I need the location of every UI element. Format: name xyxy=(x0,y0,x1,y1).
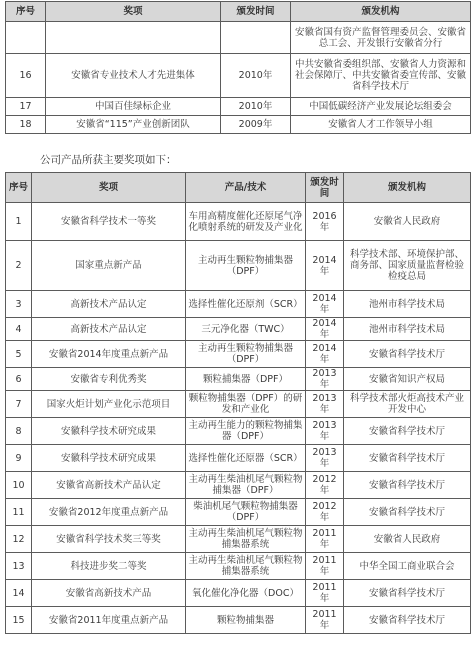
col-header-award: 奖项 xyxy=(32,173,186,203)
cell-award: 中国百佳绿标企业 xyxy=(46,98,221,116)
table-row xyxy=(6,22,471,54)
cell-award: 国家火炬计划产业化示范项目 xyxy=(32,391,186,418)
cell-product: 选择性催化还原剂（SCR） xyxy=(186,291,306,318)
cell-issuer: 安徽省科学技术厅 xyxy=(344,472,471,499)
cell-no: 7 xyxy=(6,391,32,418)
table-row xyxy=(6,553,471,580)
table-row xyxy=(6,499,471,526)
cell-product: 车用高精度催化还原尾气净化喷射系统的研发及产业化 xyxy=(186,203,306,241)
cell-award: 科技进步奖二等奖 xyxy=(32,553,186,580)
cell-issuer: 安徽省国有资产监督管理委员会、安徽省总工会、开发银行安徽省分行 xyxy=(291,22,471,54)
table-row xyxy=(6,418,471,445)
table-row xyxy=(6,580,471,607)
cell-time: 2014年 xyxy=(306,341,344,368)
cell-time: 2013年 xyxy=(306,391,344,418)
cell-award: 安徽省高新技术产品认定 xyxy=(32,472,186,499)
table-row xyxy=(6,241,471,291)
cell-issuer: 安徽省人民政府 xyxy=(344,203,471,241)
cell-time: 2014年 xyxy=(306,241,344,291)
cell-no: 13 xyxy=(6,553,32,580)
cell-award: 安徽科学技术研究成果 xyxy=(32,445,186,472)
cell-award: 安徽省高新技术产品 xyxy=(32,580,186,607)
cell-no: 6 xyxy=(6,368,32,391)
col-header-time: 颁发时间 xyxy=(306,173,344,203)
table-row xyxy=(6,472,471,499)
cell-no: 17 xyxy=(6,98,46,116)
table-row xyxy=(6,98,471,116)
cell-no: 2 xyxy=(6,241,32,291)
table-row xyxy=(6,368,471,391)
cell-product: 主动再生颗粒物捕集器（DPF） xyxy=(186,241,306,291)
col-header-issuer: 颁发机构 xyxy=(344,173,471,203)
cell-time: 2011年 xyxy=(306,607,344,634)
cell-issuer: 安徽省人民政府 xyxy=(344,526,471,553)
table-row xyxy=(6,116,471,134)
table-row xyxy=(6,54,471,98)
cell-no: 4 xyxy=(6,318,32,341)
cell-award: 安徽科学技术研究成果 xyxy=(32,418,186,445)
cell-issuer: 安徽省科学技术厅 xyxy=(344,341,471,368)
cell-no: 10 xyxy=(6,472,32,499)
cell-issuer: 科学技术部、环境保护部、商务部、国家质量监督检验检疫总局 xyxy=(344,241,471,291)
cell-award: 高新技术产品认定 xyxy=(32,318,186,341)
cell-issuer: 安徽省人才工作领导小组 xyxy=(291,116,471,134)
cell-issuer: 池州市科学技术局 xyxy=(344,291,471,318)
cell-award: 安徽省2011年度重点新产品 xyxy=(32,607,186,634)
cell-award: 安徽省2014年度重点新产品 xyxy=(32,341,186,368)
cell-time: 2010年 xyxy=(221,98,291,116)
cell-product: 主动再生柴油机尾气颗粒物捕集器系统 xyxy=(186,553,306,580)
cell-product: 主动再生柴油机尾气颗粒物捕集器系统 xyxy=(186,526,306,553)
cell-time: 2009年 xyxy=(221,116,291,134)
cell-no: 5 xyxy=(6,341,32,368)
cell-time: 2014年 xyxy=(306,318,344,341)
table-row xyxy=(6,203,471,241)
table-row xyxy=(6,291,471,318)
cell-issuer: 安徽省科学技术厅 xyxy=(344,580,471,607)
cell-no: 3 xyxy=(6,291,32,318)
cell-award: 安徽省“115”产业创新团队 xyxy=(46,116,221,134)
cell-product: 颗粒物捕集器 xyxy=(186,607,306,634)
col-header-no: 序号 xyxy=(6,173,32,203)
cell-award: 国家重点新产品 xyxy=(32,241,186,291)
cell-no: 15 xyxy=(6,607,32,634)
cell-no: 11 xyxy=(6,499,32,526)
cell-award: 安徽省科学技术一等奖 xyxy=(32,203,186,241)
col-header-time: 颁发时间 xyxy=(221,2,291,22)
table-row xyxy=(6,526,471,553)
table-row xyxy=(6,391,471,418)
cell-award: 高新技术产品认定 xyxy=(32,291,186,318)
cell-no: 14 xyxy=(6,580,32,607)
cell-award: 安徽省专利优秀奖 xyxy=(32,368,186,391)
cell-time: 2011年 xyxy=(306,553,344,580)
cell-no: 8 xyxy=(6,418,32,445)
cell-product: 选择性催化还原器（SCR） xyxy=(186,445,306,472)
cell-issuer: 中华全国工商业联合会 xyxy=(344,553,471,580)
col-header-no: 序号 xyxy=(6,2,46,22)
cell-product: 颗粒物捕集器（DPF）的研发和产业化 xyxy=(186,391,306,418)
col-header-award: 奖项 xyxy=(46,2,221,22)
section-caption: 公司产品所获主要奖项如下： xyxy=(40,154,177,166)
cell-product: 氧化催化净化器（DOC） xyxy=(186,580,306,607)
cell-award: 安徽省科学技术奖三等奖 xyxy=(32,526,186,553)
cell-issuer: 安徽省科学技术厅 xyxy=(344,607,471,634)
col-header-product: 产品/技术 xyxy=(186,173,306,203)
cell-no: 18 xyxy=(6,116,46,134)
products-header-row xyxy=(6,173,471,203)
cell-time: 2014年 xyxy=(306,291,344,318)
cell-no: 12 xyxy=(6,526,32,553)
cell-time: 2011年 xyxy=(306,580,344,607)
cell-product: 三元净化器（TWC） xyxy=(186,318,306,341)
cell-time: 2012年 xyxy=(306,499,344,526)
table-row xyxy=(6,445,471,472)
cell-award: 安徽省2012年度重点新产品 xyxy=(32,499,186,526)
cell-product: 主动再生能力的颗粒物捕集器（DPF） xyxy=(186,418,306,445)
cell-issuer: 安徽省科学技术厅 xyxy=(344,499,471,526)
table-row xyxy=(6,318,471,341)
cell-time: 2011年 xyxy=(306,526,344,553)
cell-issuer: 中国低碳经济产业发展论坛组委会 xyxy=(291,98,471,116)
cell-issuer: 安徽省科学技术厅 xyxy=(344,445,471,472)
cell-issuer: 安徽省知识产权局 xyxy=(344,368,471,391)
cell-product: 主动再生颗粒物捕集器（DPF） xyxy=(186,341,306,368)
product-awards-table xyxy=(5,172,471,634)
cell-product: 颗粒捕集器（DPF） xyxy=(186,368,306,391)
cell-time: 2010年 xyxy=(221,54,291,98)
cell-issuer: 池州市科学技术局 xyxy=(344,318,471,341)
cell-time: 2013年 xyxy=(306,418,344,445)
cell-product: 柴油机尾气颗粒物捕集器（DPF） xyxy=(186,499,306,526)
cell-award xyxy=(46,22,221,54)
cell-award: 安徽省专业技术人才先进集体 xyxy=(46,54,221,98)
cell-issuer: 科学技术部火炬高技术产业开发中心 xyxy=(344,391,471,418)
cell-issuer: 中共安徽省委组织部、安徽省人力资源和社会保障厅、中共安徽省委宣传部、安徽省科学技术厅 xyxy=(291,54,471,98)
cell-no: 16 xyxy=(6,54,46,98)
cell-time: 2012年 xyxy=(306,472,344,499)
cell-time: 2013年 xyxy=(306,368,344,391)
col-header-issuer: 颁发机构 xyxy=(291,2,471,22)
awards-table xyxy=(5,1,471,134)
table-row xyxy=(6,341,471,368)
cell-time xyxy=(221,22,291,54)
cell-no: 1 xyxy=(6,203,32,241)
cell-issuer: 安徽省科学技术厅 xyxy=(344,418,471,445)
cell-time: 2016年 xyxy=(306,203,344,241)
cell-time: 2013年 xyxy=(306,445,344,472)
cell-no: 9 xyxy=(6,445,32,472)
cell-product: 主动再生柴油机尾气颗粒物捕集器（DPF） xyxy=(186,472,306,499)
cell-no xyxy=(6,22,46,54)
awards-header-row xyxy=(6,2,471,22)
table-row xyxy=(6,607,471,634)
